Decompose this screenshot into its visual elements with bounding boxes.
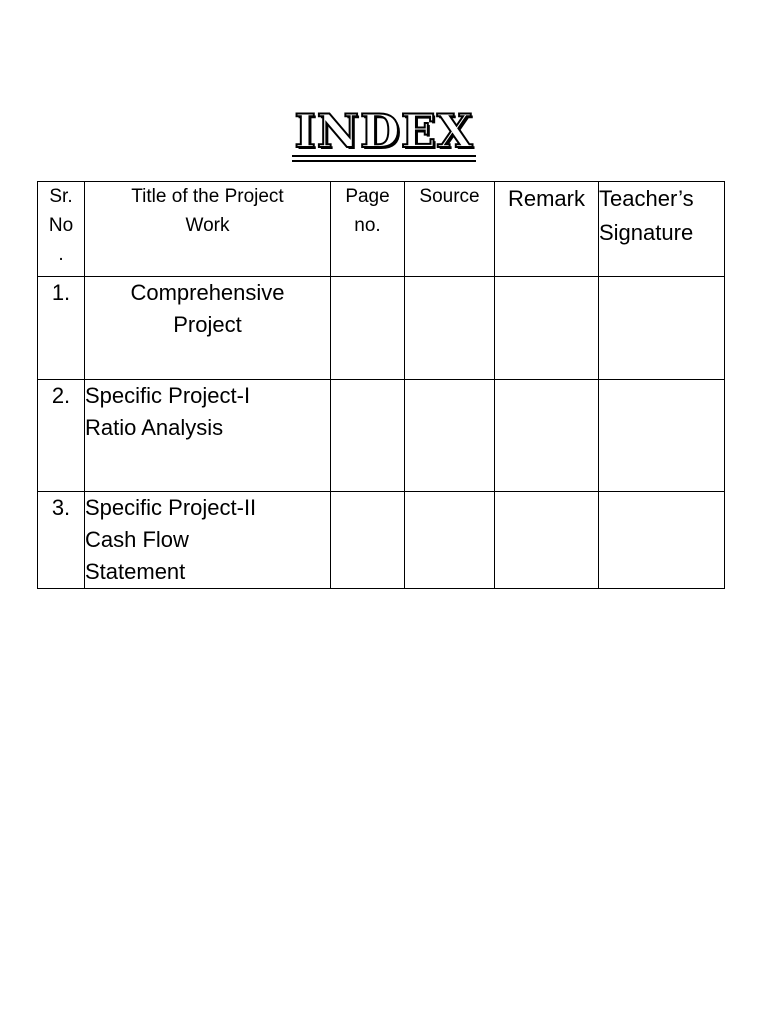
page-title-text: INDEX: [294, 104, 474, 158]
page-title: [0, 103, 768, 159]
title-line: Specific Project-I: [85, 383, 251, 408]
remark-cell: [495, 277, 599, 380]
header-sr-no-line: Sr.: [49, 186, 73, 207]
sr-no-cell: 1.: [38, 277, 85, 380]
signature-cell: [599, 380, 725, 492]
header-page-line: Page: [345, 186, 390, 207]
header-remark-label: Remark: [507, 186, 585, 211]
table-row: [38, 492, 725, 589]
header-title-line: Work: [185, 215, 230, 236]
page-no-cell: [331, 492, 405, 589]
header-title: [85, 182, 331, 277]
title-line: Statement: [85, 559, 186, 584]
page-no-cell: [331, 277, 405, 380]
remark-cell: [495, 380, 599, 492]
title-line: Specific Project-II: [85, 495, 257, 520]
title-line: Comprehensive: [130, 280, 285, 305]
header-sr-no-line: .: [58, 244, 64, 265]
header-page-no: [331, 182, 405, 277]
header-source-label: Source: [419, 186, 480, 207]
header-signature-line: Teacher’s: [599, 186, 694, 211]
signature-cell: [599, 277, 725, 380]
index-table: [37, 181, 725, 589]
table-row: [38, 277, 725, 380]
header-sr-no: [38, 182, 85, 277]
title-cell: [85, 492, 331, 589]
title-line: Project: [173, 312, 242, 337]
table-header-row: [38, 182, 725, 277]
sr-no-cell: 3.: [38, 492, 85, 589]
source-cell: [405, 380, 495, 492]
title-cell: [85, 277, 331, 380]
header-title-line: Title of the Project: [131, 186, 284, 207]
title-line: Cash Flow: [85, 527, 189, 552]
header-sr-no-line: No: [48, 215, 74, 236]
signature-cell: [599, 492, 725, 589]
source-cell: [405, 492, 495, 589]
header-signature-line: Signature: [599, 220, 694, 245]
table-row: [38, 380, 725, 492]
title-line: Ratio Analysis: [85, 415, 224, 440]
title-cell: [85, 380, 331, 492]
header-remark: [495, 182, 599, 277]
page-no-cell: [331, 380, 405, 492]
header-source: [405, 182, 495, 277]
sr-no-cell: 2.: [38, 380, 85, 492]
source-cell: [405, 277, 495, 380]
header-teacher-signature: [599, 182, 725, 277]
remark-cell: [495, 492, 599, 589]
header-page-line: no.: [354, 215, 381, 236]
